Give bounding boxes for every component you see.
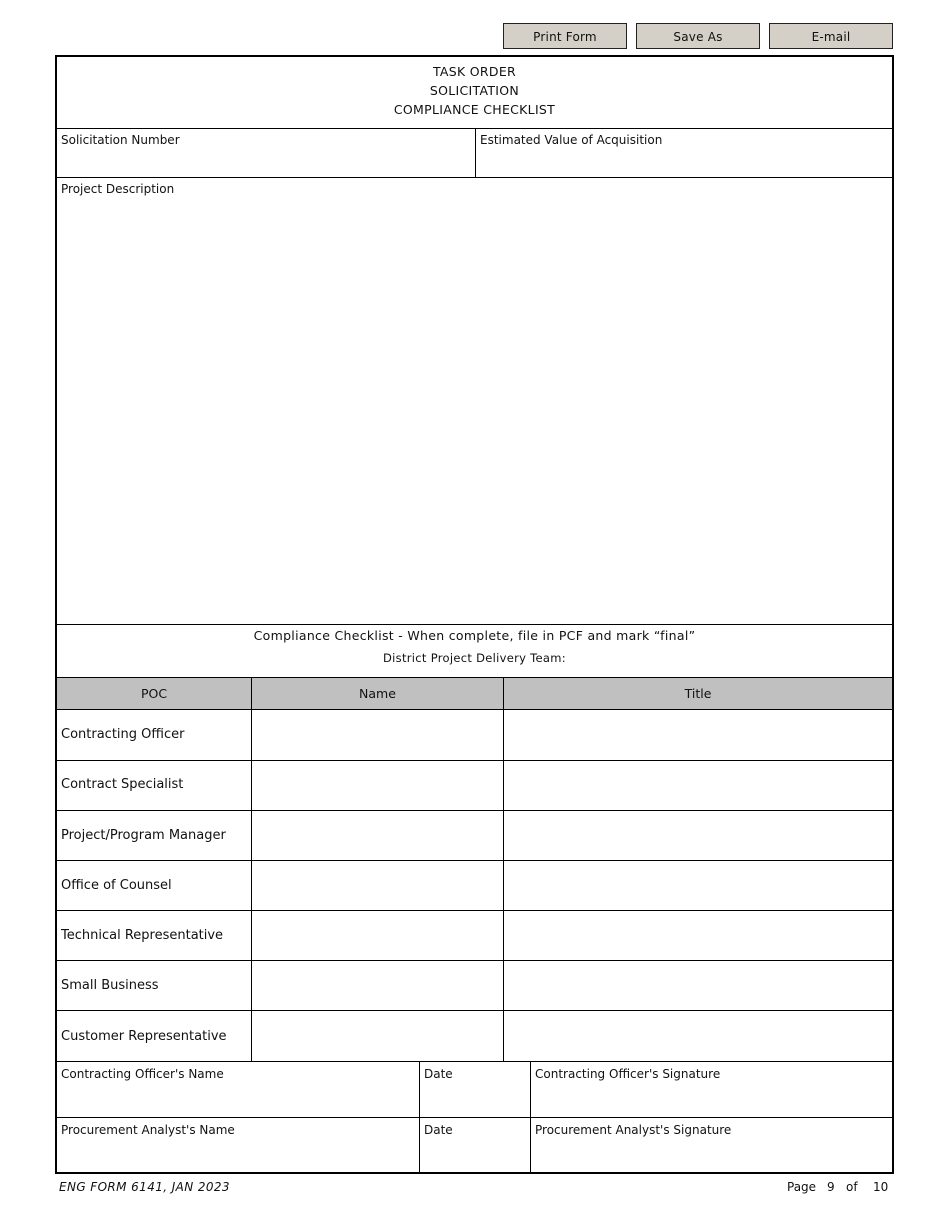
title-input[interactable] (504, 1011, 892, 1060)
procurement-analyst-signature-label: Procurement Analyst's Signature (535, 1123, 732, 1137)
form-title-line-1: TASK ORDER (432, 64, 517, 79)
name-input[interactable] (252, 710, 503, 760)
project-description-label: Project Description (61, 182, 175, 196)
row-label-office-of-counsel: Office of Counsel (61, 878, 172, 893)
name-input[interactable] (252, 761, 503, 810)
save-as-button[interactable]: Save As (636, 23, 760, 49)
project-description-field[interactable] (57, 178, 892, 623)
procurement-analyst-name-label: Procurement Analyst's Name (61, 1123, 235, 1137)
name-input[interactable] (252, 911, 503, 960)
row-label-project-program-manager: Project/Program Manager (61, 828, 226, 843)
name-input[interactable] (252, 961, 503, 1010)
checklist-subheading: District Project Delivery Team: (383, 651, 566, 665)
row-label-contracting-officer: Contracting Officer (61, 727, 185, 742)
divider (57, 624, 892, 625)
form-title-line-2: SOLICITATION (429, 83, 520, 98)
page-label: Page (787, 1180, 817, 1194)
page-total: 10 (873, 1180, 889, 1194)
title-input[interactable] (504, 761, 892, 810)
row-label-contract-specialist: Contract Specialist (61, 777, 184, 792)
page-of-label: of (846, 1180, 858, 1194)
table-header (57, 677, 892, 710)
form-frame (55, 55, 894, 1174)
title-input[interactable] (504, 911, 892, 960)
email-button[interactable]: E-mail (769, 23, 893, 49)
title-input[interactable] (504, 861, 892, 910)
row-label-small-business: Small Business (61, 978, 159, 993)
date-label: Date (424, 1067, 453, 1081)
column-header-name: Name (359, 686, 396, 701)
title-input[interactable] (504, 961, 892, 1010)
row-label-technical-representative: Technical Representative (61, 928, 224, 943)
estimated-value-label: Estimated Value of Acquisition (480, 133, 663, 147)
name-input[interactable] (252, 811, 503, 860)
contracting-officer-signature-label: Contracting Officer's Signature (535, 1067, 721, 1081)
page-number: 9 (827, 1180, 835, 1194)
date-label: Date (424, 1123, 453, 1137)
form-title-line-3: COMPLIANCE CHECKLIST (393, 102, 556, 117)
solicitation-number-label: Solicitation Number (61, 133, 180, 147)
column-header-title: Title (684, 686, 712, 701)
row-label-customer-representative: Customer Representative (61, 1029, 227, 1044)
contracting-officer-name-label: Contracting Officer's Name (61, 1067, 224, 1081)
checklist-heading: Compliance Checklist - When complete, file in PCF and mark “final” (253, 628, 696, 643)
column-header-poc: POC (140, 686, 168, 701)
print-form-button[interactable]: Print Form (503, 23, 627, 49)
name-input[interactable] (252, 861, 503, 910)
form-id: ENG FORM 6141, JAN 2023 (59, 1180, 230, 1194)
title-input[interactable] (504, 811, 892, 860)
title-input[interactable] (504, 710, 892, 760)
name-input[interactable] (252, 1011, 503, 1060)
